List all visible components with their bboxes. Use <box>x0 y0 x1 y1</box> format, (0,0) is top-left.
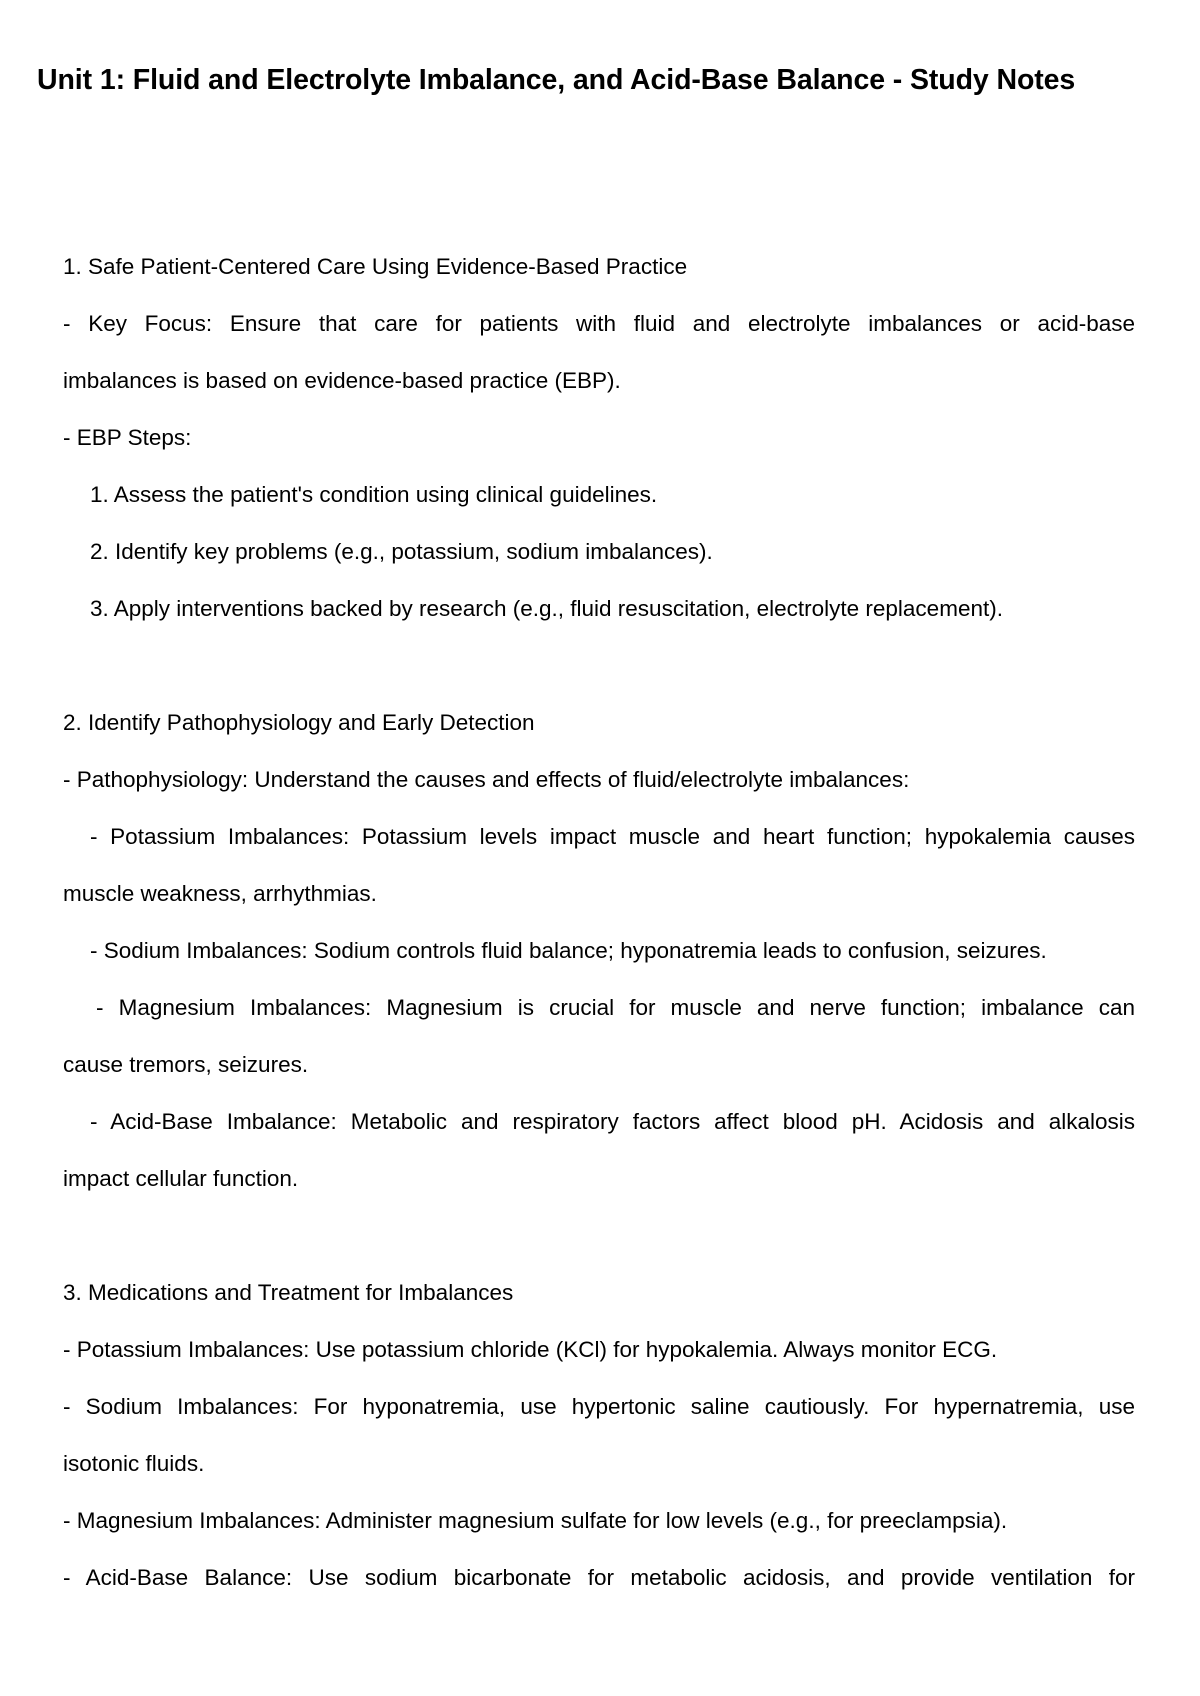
section-spacer <box>63 637 1135 694</box>
treatment-sodium-line-1: - Sodium Imbalances: For hyponatremia, use hypertonic saline cautiously. For hypernatremia, use <box>63 1394 1135 1419</box>
section-2-heading: 2. Identify Pathophysiology and Early Detection <box>63 710 535 735</box>
acid-base-line-2: impact cellular function. <box>63 1166 299 1191</box>
section-3-heading: 3. Medications and Treatment for Imbalances <box>63 1280 514 1305</box>
key-focus-line-2: imbalances is based on evidence-based practice (EBP). <box>63 368 621 393</box>
ebp-step: 3. Apply interventions backed by research (e.g., fluid resuscitation, electrolyte replacement). <box>90 596 1003 621</box>
treatment-sodium-line-2: isotonic fluids. <box>63 1451 205 1476</box>
ebp-steps-label: - EBP Steps: <box>63 425 192 450</box>
acid-base-line-1: - Acid-Base Imbalance: Metabolic and respiratory factors affect blood pH. Acidosis and alkalosis <box>90 1109 1135 1134</box>
pathophysiology-intro: - Pathophysiology: Understand the causes and effects of fluid/electrolyte imbalances: <box>63 767 910 792</box>
treatment-magnesium: - Magnesium Imbalances: Administer magnesium sulfate for low levels (e.g., for preeclampsia). <box>63 1508 1008 1533</box>
ebp-step: 1. Assess the patient's condition using clinical guidelines. <box>90 482 658 507</box>
treatment-potassium: - Potassium Imbalances: Use potassium chloride (KCl) for hypokalemia. Always monitor ECG. <box>63 1337 998 1362</box>
section-1-heading: 1. Safe Patient-Centered Care Using Evidence-Based Practice <box>63 254 688 279</box>
magnesium-line-2: cause tremors, seizures. <box>63 1052 309 1077</box>
section-spacer <box>63 1207 1135 1264</box>
sodium-line: - Sodium Imbalances: Sodium controls fluid balance; hyponatremia leads to confusion, seizures. <box>90 938 1047 963</box>
document-body <box>63 238 1135 1606</box>
treatment-acid-base-line-1: - Acid-Base Balance: Use sodium bicarbonate for metabolic acidosis, and provide ventilation for <box>63 1565 1135 1590</box>
potassium-line-2: muscle weakness, arrhythmias. <box>63 881 377 906</box>
ebp-step: 2. Identify key problems (e.g., potassium, sodium imbalances). <box>90 539 713 564</box>
potassium-line-1: - Potassium Imbalances: Potassium levels impact muscle and heart function; hypokalemia causes <box>90 824 1135 849</box>
magnesium-line-1: - Magnesium Imbalances: Magnesium is crucial for muscle and nerve function; imbalance can <box>96 995 1135 1020</box>
key-focus-line-1: - Key Focus: Ensure that care for patients with fluid and electrolyte imbalances or acid-base <box>63 311 1135 336</box>
page-title: Unit 1: Fluid and Electrolyte Imbalance, and Acid-Base Balance - Study Notes <box>37 64 1076 96</box>
